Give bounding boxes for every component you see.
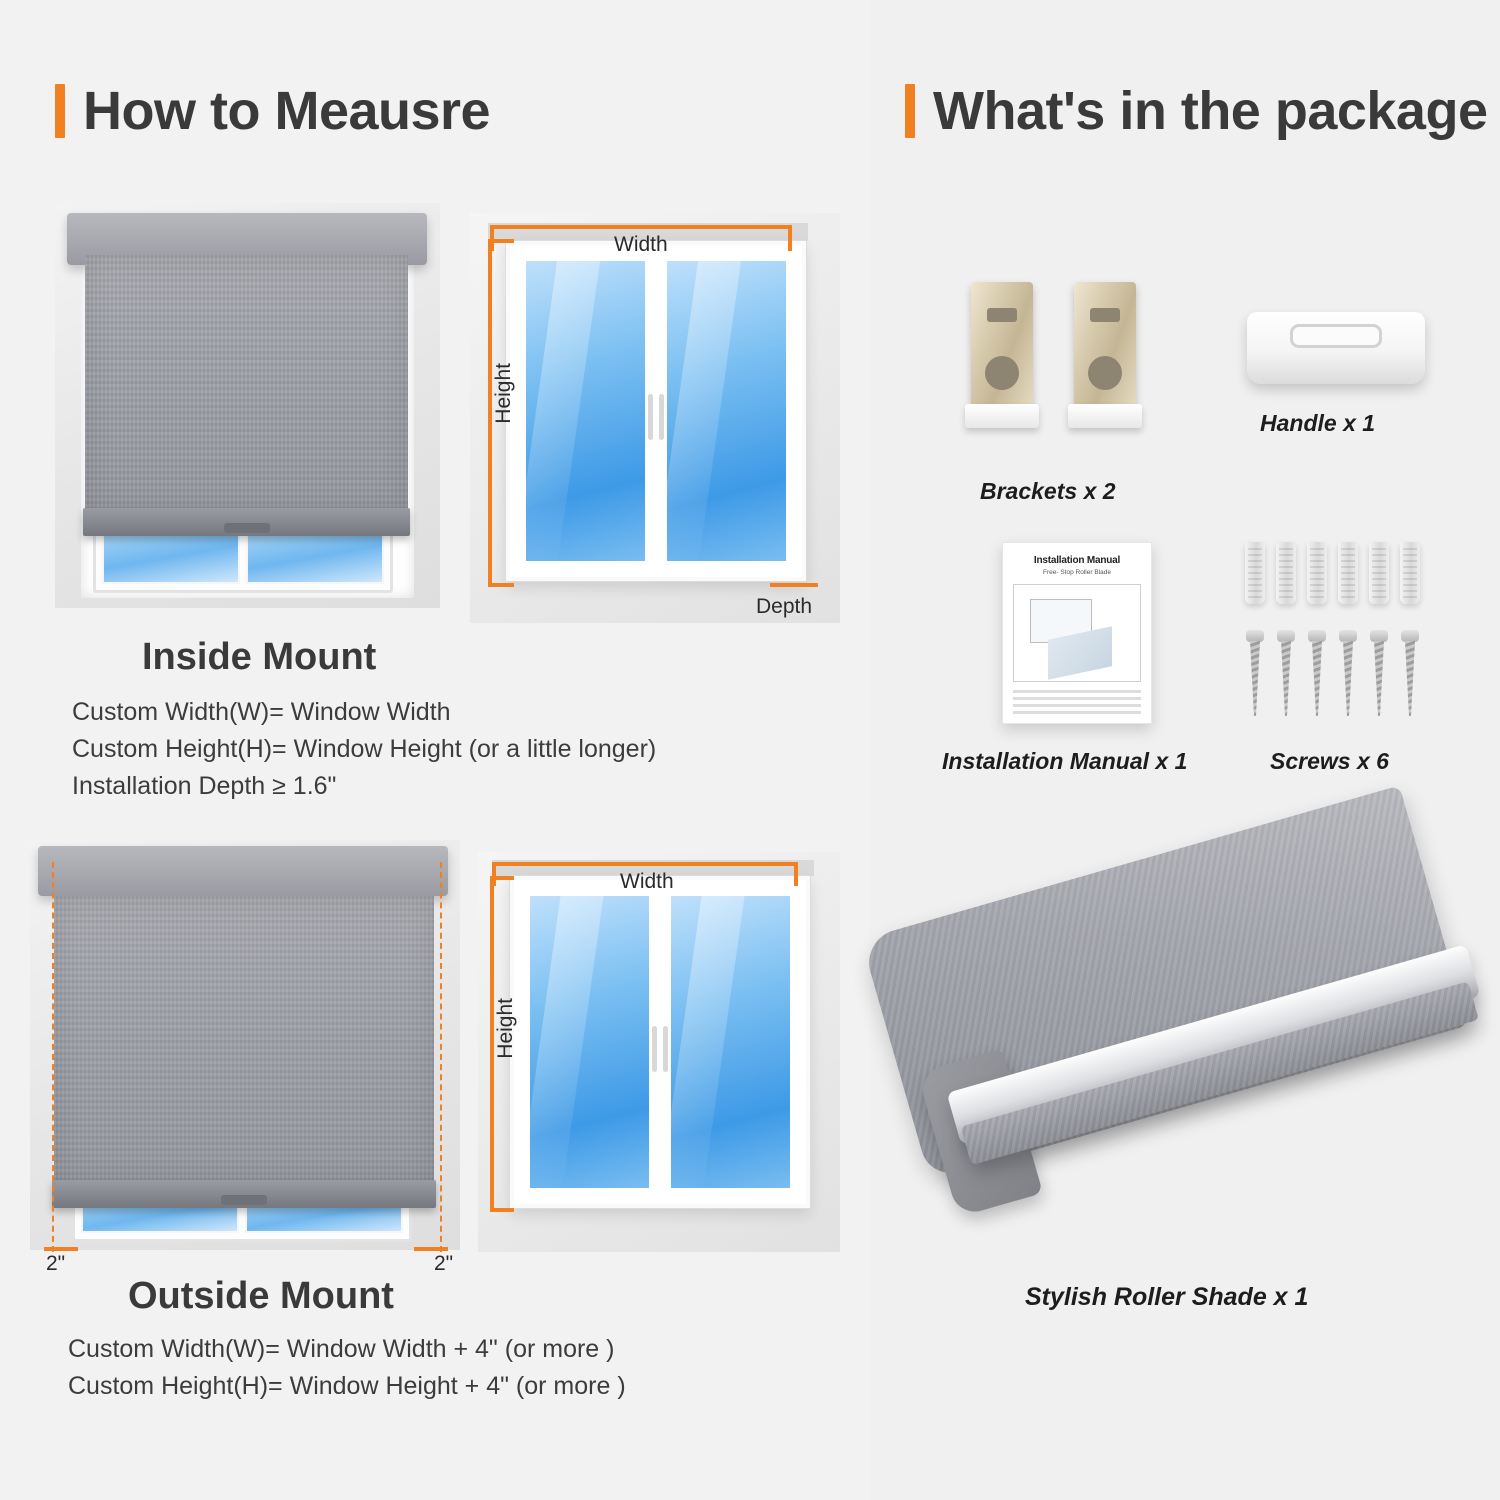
overhang-guide-right — [440, 862, 442, 1252]
window-pane — [524, 890, 655, 1194]
bracket-slot — [1090, 308, 1120, 322]
rail-pull-tab-icon — [224, 523, 270, 533]
outside-mount-dimension-diagram — [478, 852, 840, 1252]
inside-spec-1: Custom Width(W)= Window Width — [72, 698, 451, 726]
package-contents-panel — [870, 0, 1500, 1500]
shade-fabric — [54, 896, 434, 1184]
window-frame-diagram — [510, 876, 810, 1208]
handle-caption: Handle x 1 — [1260, 410, 1376, 436]
brackets-caption: Brackets x 2 — [980, 478, 1116, 504]
height-measure-tick — [490, 876, 514, 880]
how-to-measure-heading — [55, 80, 490, 142]
screw-icon — [1246, 630, 1264, 716]
bracket-part-icon — [1068, 282, 1142, 432]
outside-mount-title: Outside Mount — [128, 1275, 394, 1317]
width-measure-line — [490, 225, 792, 229]
installation-manual-icon — [1002, 542, 1152, 724]
screw-icon — [1370, 630, 1388, 716]
width-measure-tick — [794, 862, 798, 886]
overhang-right-label: 2" — [434, 1252, 454, 1275]
roller-shade-caption: Stylish Roller Shade x 1 — [1025, 1283, 1309, 1311]
inside-spec-2: Custom Height(H)= Window Height (or a little longer) — [72, 735, 657, 763]
bracket-body — [1074, 282, 1136, 410]
screw-icon — [1401, 630, 1419, 716]
manual-title: Installation Manual — [1033, 555, 1121, 566]
bracket-base — [1068, 404, 1142, 428]
wall-anchor-icon — [1369, 542, 1389, 604]
inside-mount-title: Inside Mount — [142, 636, 377, 678]
manual-text-lines — [1013, 690, 1141, 714]
width-label: Width — [620, 870, 674, 893]
window-pane — [661, 255, 792, 567]
how-to-measure-title: How to Meausre — [83, 81, 491, 141]
window-pane — [520, 255, 651, 567]
wall-anchor-icon — [1276, 542, 1296, 604]
accent-bar-icon — [905, 84, 915, 138]
bracket-body — [971, 282, 1033, 410]
wall-anchor-icon — [1338, 542, 1358, 604]
screw-icon — [1277, 630, 1295, 716]
shade-bottom-rail — [83, 508, 410, 536]
bracket-slot — [987, 308, 1017, 322]
window-frame-diagram — [506, 241, 806, 581]
roller-shade-product-image — [930, 930, 1490, 1260]
height-label: Height — [494, 998, 517, 1059]
bracket-hole — [1088, 356, 1122, 390]
height-label: Height — [492, 363, 515, 424]
outside-mount-photo — [30, 840, 460, 1250]
overhang-tick-right — [414, 1247, 448, 1251]
depth-label: Depth — [756, 595, 813, 618]
window-pane — [665, 890, 796, 1194]
manual-illustration — [1013, 584, 1141, 682]
overhang-guide-left — [52, 862, 54, 1252]
depth-measure-line — [770, 583, 818, 587]
rail-pull-tab-icon — [221, 1195, 267, 1205]
window-handle-icon — [652, 1026, 668, 1072]
package-title: What's in the package — [933, 81, 1488, 141]
shade-fabric — [85, 255, 408, 513]
shade-valance — [38, 846, 448, 896]
height-measure-tick — [488, 583, 514, 587]
outside-spec-1: Custom Width(W)= Window Width + 4" (or more ) — [68, 1335, 615, 1363]
manual-subtitle: Free- Stop Roller Blade — [1043, 569, 1111, 576]
overhang-left-label: 2" — [46, 1252, 66, 1275]
width-measure-tick — [788, 225, 792, 251]
overhang-tick-left — [44, 1247, 78, 1251]
inside-spec-3: Installation Depth ≥ 1.6" — [72, 772, 337, 800]
height-measure-tick — [490, 1208, 514, 1212]
bracket-base — [965, 404, 1039, 428]
bracket-hole — [985, 356, 1019, 390]
screw-icon — [1308, 630, 1326, 716]
width-label: Width — [614, 233, 668, 256]
screw-icon — [1339, 630, 1357, 716]
bracket-part-icon — [965, 282, 1039, 432]
outside-spec-2: Custom Height(H)= Window Height + 4" (or more ) — [68, 1372, 626, 1400]
wall-anchor-icon — [1307, 542, 1327, 604]
wall-anchor-icon — [1400, 542, 1420, 604]
screws-caption: Screws x 6 — [1270, 748, 1389, 774]
wall-anchor-icon — [1245, 542, 1265, 604]
width-measure-line — [492, 862, 798, 866]
inside-mount-dimension-diagram — [470, 213, 840, 623]
manual-caption: Installation Manual x 1 — [942, 748, 1188, 774]
handle-part-icon — [1247, 312, 1425, 384]
accent-bar-icon — [55, 84, 65, 138]
window-handle-icon — [648, 394, 664, 440]
shade-bottom-rail — [52, 1180, 436, 1208]
package-heading — [905, 80, 1487, 142]
height-measure-tick — [488, 239, 514, 243]
inside-mount-photo — [55, 203, 440, 608]
